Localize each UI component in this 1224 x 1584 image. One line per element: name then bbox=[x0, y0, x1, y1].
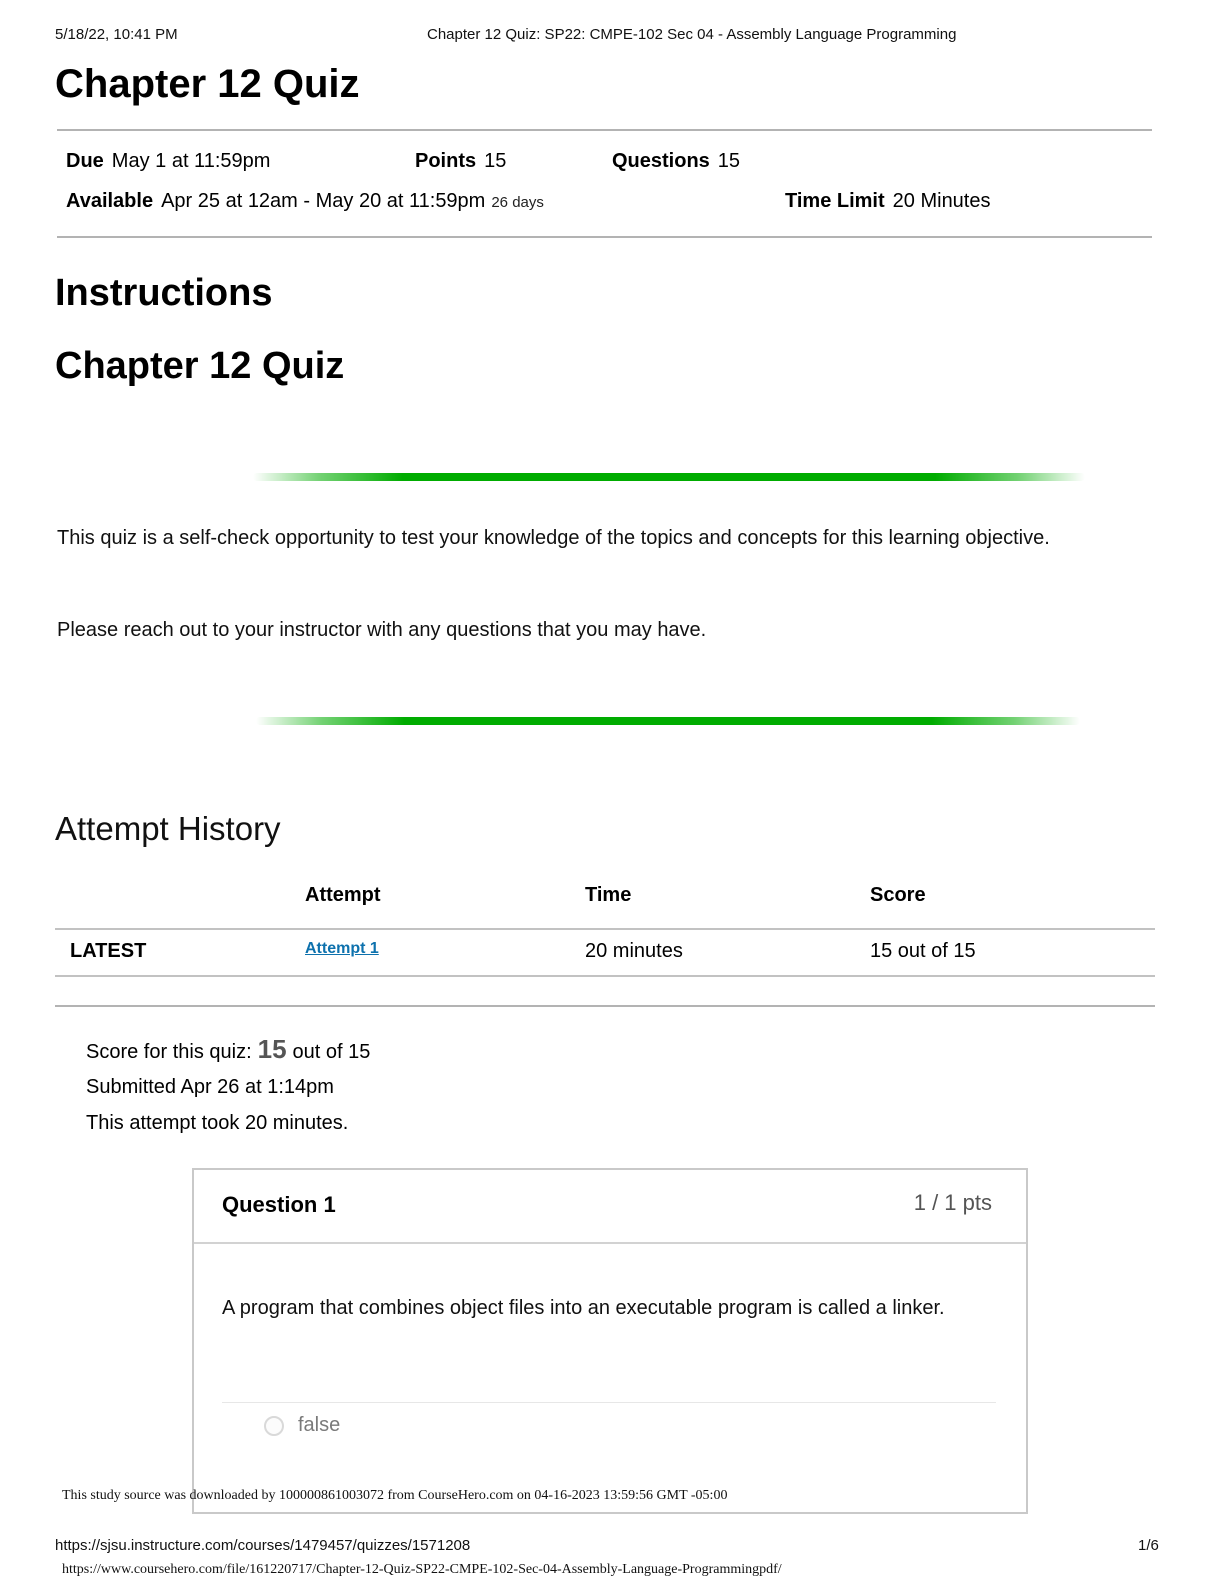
quiz-meta-questions bbox=[612, 150, 740, 173]
due-label: Due bbox=[66, 150, 104, 172]
table-row-divider bbox=[55, 975, 1155, 977]
questions-label: Questions bbox=[612, 150, 710, 172]
attempt-history-heading: Attempt History bbox=[55, 810, 281, 847]
print-doc-title: Chapter 12 Quiz: SP22: CMPE-102 Sec 04 - Assembly Language Programming bbox=[427, 26, 957, 43]
table-bottom-divider bbox=[55, 1005, 1155, 1007]
points-label: Points bbox=[415, 150, 477, 172]
instructions-paragraph-1: This quiz is a self-check opportunity to test your knowledge of the topics and concepts for this learning objective. bbox=[57, 527, 1050, 549]
question-points-badge: 1 / 1 pts bbox=[913, 1190, 992, 1215]
quiz-meta-time-limit bbox=[785, 190, 991, 213]
score-suffix: out of 15 bbox=[292, 1041, 371, 1063]
quiz-meta-points bbox=[415, 150, 506, 173]
question-card bbox=[192, 1168, 1028, 1514]
available-duration: 26 days bbox=[491, 194, 544, 211]
due-value: May 1 at 11:59pm bbox=[111, 150, 271, 172]
green-divider bbox=[253, 473, 1085, 481]
submitted-line: Submitted Apr 26 at 1:14pm bbox=[86, 1076, 334, 1098]
question-title: Question 1 bbox=[222, 1192, 336, 1217]
coursehero-url: https://www.coursehero.com/file/161220717/Chapter-12-Quiz-SP22-CMPE-102-Sec-04-Assembly-Language-Programmingpdf/ bbox=[62, 1562, 782, 1577]
answer-option-false: false bbox=[298, 1414, 341, 1436]
attempt-row-time: 20 minutes bbox=[585, 940, 683, 962]
available-value: Apr 25 at 12am - May 20 at 11:59pm bbox=[161, 190, 486, 212]
instructions-heading: Instructions bbox=[55, 272, 273, 314]
time-limit-value: 20 Minutes bbox=[892, 190, 991, 212]
questions-value: 15 bbox=[717, 150, 741, 172]
points-value: 15 bbox=[484, 150, 507, 172]
answer-divider bbox=[222, 1402, 996, 1403]
quiz-meta-row-1 bbox=[66, 150, 270, 173]
instructions-quiz-title: Chapter 12 Quiz bbox=[55, 345, 345, 387]
divider-line bbox=[57, 236, 1152, 238]
divider-line bbox=[57, 129, 1152, 131]
question-text: A program that combines object files into an executable program is called a linker. bbox=[222, 1297, 945, 1319]
attempt-row-label: LATEST bbox=[70, 940, 147, 962]
score-value: 15 bbox=[257, 1034, 287, 1064]
print-timestamp: 5/18/22, 10:41 PM bbox=[55, 26, 178, 43]
study-source-note: This study source was downloaded by 100000861003072 from CourseHero.com on 04-16-2023 13:59:56 GMT -05:00 bbox=[62, 1488, 728, 1503]
canvas-url: https://sjsu.instructure.com/courses/1479457/quizzes/1571208 bbox=[55, 1537, 471, 1554]
radio-button-icon[interactable] bbox=[264, 1416, 284, 1436]
available-label: Available bbox=[66, 190, 154, 212]
page-number: 1/6 bbox=[1138, 1537, 1159, 1554]
table-header-divider bbox=[55, 928, 1155, 930]
green-divider bbox=[256, 717, 1080, 725]
attempt-duration-line: This attempt took 20 minutes. bbox=[86, 1112, 349, 1134]
attempt-row-score: 15 out of 15 bbox=[870, 940, 976, 962]
quiz-title: Chapter 12 Quiz bbox=[55, 62, 360, 106]
quiz-score-line bbox=[86, 1034, 370, 1065]
attempt-1-link[interactable]: Attempt 1 bbox=[305, 940, 379, 957]
quiz-meta-available bbox=[66, 190, 544, 213]
instructions-paragraph-2: Please reach out to your instructor with any questions that you may have. bbox=[57, 619, 707, 641]
score-prefix: Score for this quiz: bbox=[86, 1041, 252, 1063]
column-header-time: Time bbox=[585, 884, 632, 906]
time-limit-label: Time Limit bbox=[785, 190, 885, 212]
column-header-attempt: Attempt bbox=[305, 884, 381, 906]
question-card-header bbox=[194, 1170, 1026, 1244]
column-header-score: Score bbox=[870, 884, 926, 906]
